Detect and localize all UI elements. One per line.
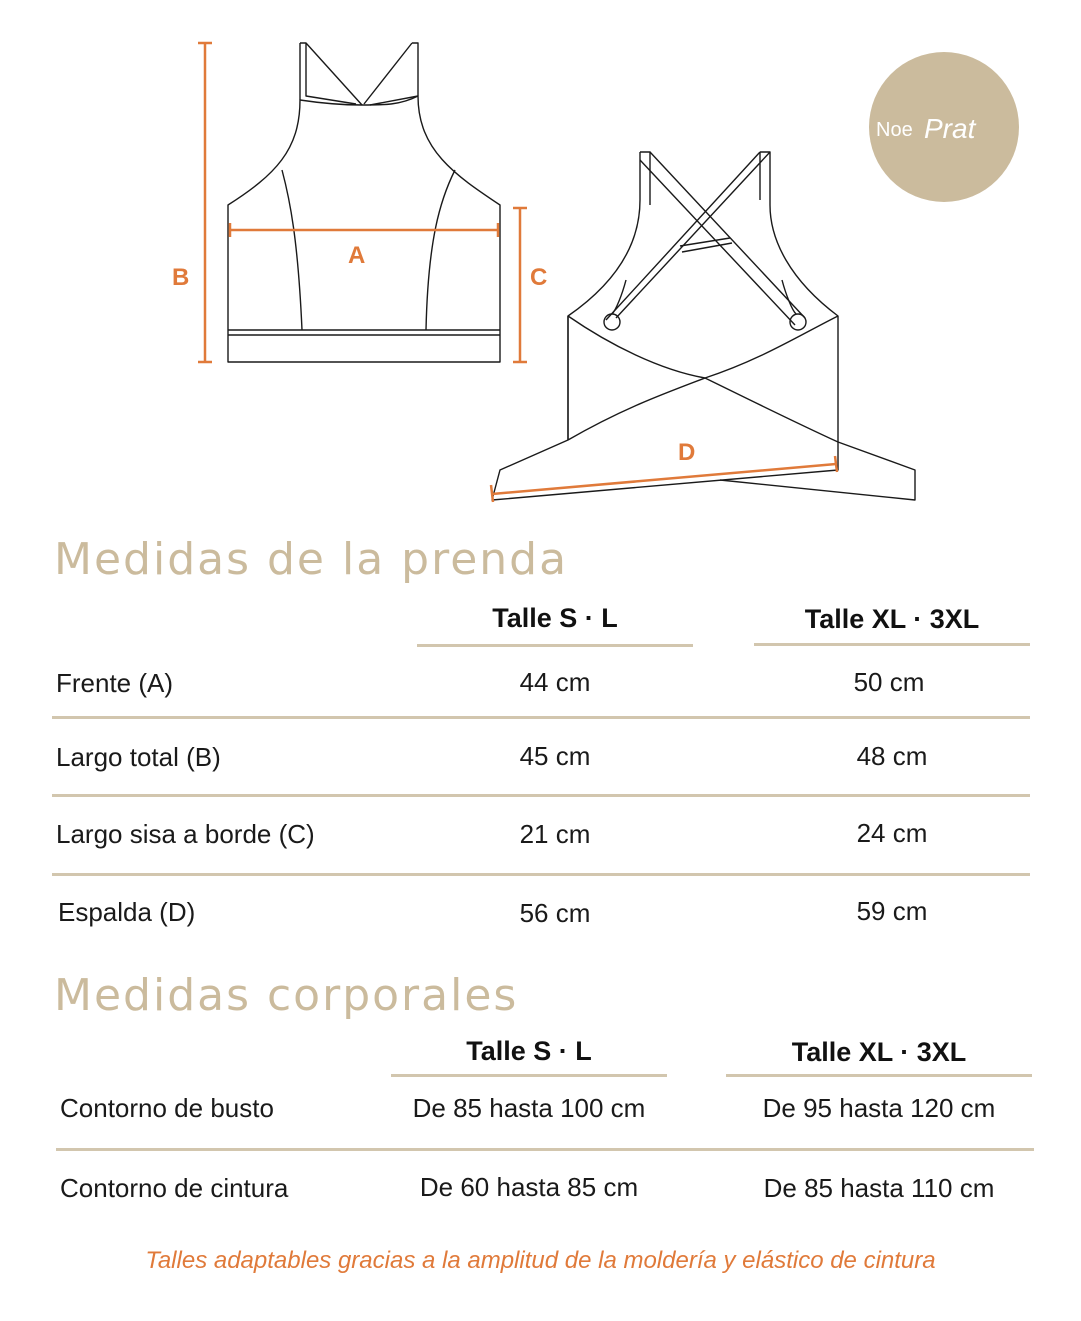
row-divider [52,873,1030,876]
dimension-c-line [513,208,527,362]
dimension-b-line [198,43,212,362]
brand-logo [869,52,1019,202]
brand-name-last: Prat [924,113,976,144]
front-view-drawing [228,43,500,362]
body-header-xl-3xl: Talle XL · 3XL [791,1037,967,1067]
dimension-a-line [230,223,498,237]
body-cell: De 85 hasta 100 cm [412,1093,646,1123]
garment-cell: 45 cm [519,741,591,771]
body-cell: De 60 hasta 85 cm [419,1172,639,1202]
garment-section-title: Medidas de la prenda [54,534,569,585]
garment-header-xl-3xl: Talle XL · 3XL [804,604,980,634]
body-header-s-l: Talle S · L [466,1036,592,1066]
body-row-label: Contorno de cintura [60,1173,289,1203]
footnote: Talles adaptables gracias a la amplitud de la moldería y elástico de cintura [145,1247,936,1274]
garment-cell: 56 cm [519,898,591,928]
garment-diagram [0,0,1081,520]
label-c: C [530,264,548,291]
row-divider [56,1148,1034,1151]
garment-cell: 21 cm [519,819,591,849]
brand-name-first: Noe [876,119,913,141]
garment-cell: 48 cm [856,741,928,771]
garment-row-label: Espalda (D) [58,897,196,927]
body-cell: De 85 hasta 110 cm [763,1173,995,1203]
garment-row-label: Frente (A) [56,668,174,698]
dimension-lines [198,43,837,502]
body-row-label: Contorno de busto [60,1093,274,1123]
garment-row-label: Largo sisa a borde (C) [56,819,315,849]
body-cell: De 95 hasta 120 cm [762,1093,996,1123]
body-header-rule-1 [391,1074,667,1077]
row-divider [52,794,1030,797]
garment-row-label: Largo total (B) [56,742,221,772]
garment-header-s-l: Talle S · L [492,603,618,633]
row-divider [52,716,1030,719]
label-d: D [678,439,696,466]
garment-header-rule-2 [754,643,1030,646]
label-b: B [172,264,190,291]
label-a: A [348,242,366,269]
body-section-title: Medidas corporales [54,970,519,1021]
garment-cell: 50 cm [853,667,925,697]
garment-cell: 44 cm [519,667,591,697]
garment-cell: 59 cm [856,896,928,926]
garment-cell: 24 cm [856,818,928,848]
back-view-drawing [492,152,915,500]
body-header-rule-2 [726,1074,1032,1077]
garment-header-rule-1 [417,644,693,647]
